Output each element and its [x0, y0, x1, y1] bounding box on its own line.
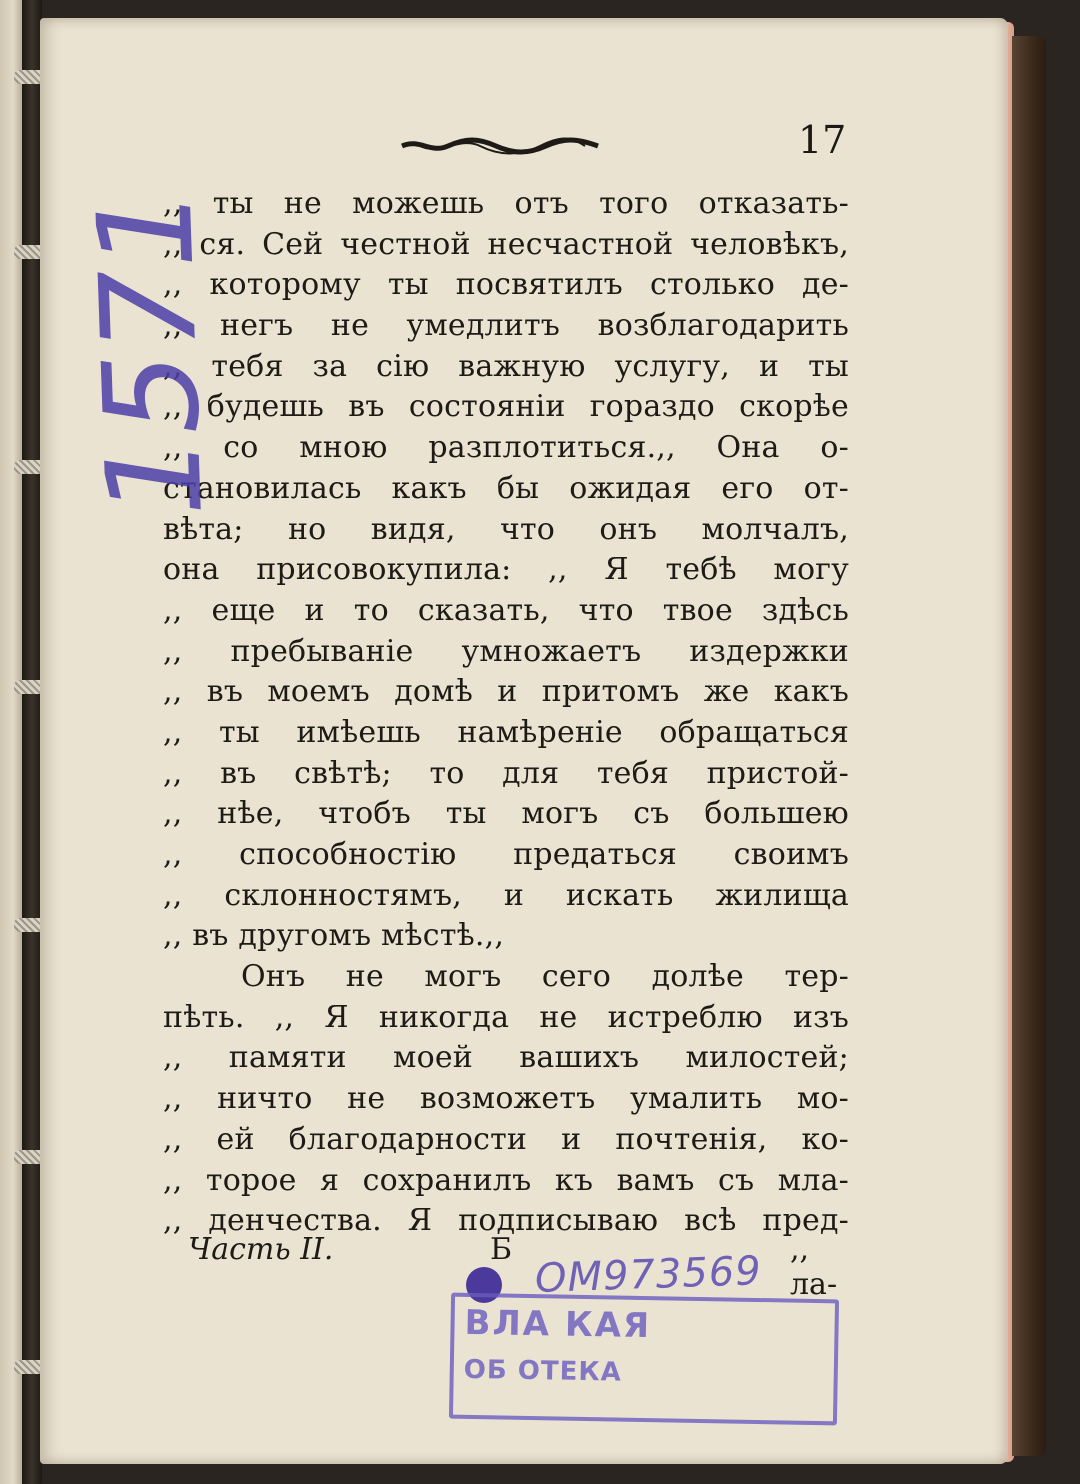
page-number: 17 [798, 118, 847, 162]
text-line: ,, которому ты посвятилъ столько де- [163, 267, 849, 303]
text-line: пѣть. ,, Я никогда не истреблю изъ [163, 999, 849, 1035]
text-line: ,, въ свѣтѣ; то для тебя пристой- [163, 755, 849, 791]
text-line: Онъ не могъ сего долѣе тер- [241, 959, 849, 995]
binding-gutter [22, 0, 42, 1484]
text-line: ,, еще и то сказать, что твое здѣсь [163, 592, 849, 628]
text-line: ,, памяти моей вашихъ милостей; [163, 1040, 849, 1076]
stamp-text-line: ВЛА КАЯ [464, 1302, 652, 1347]
stamp-text-line: ОБ ОТЕКА [463, 1354, 622, 1388]
signature-letter: Б [490, 1232, 513, 1267]
text-line: ,, пребываніе умножаетъ издержки [163, 633, 849, 669]
text-line: становилась какъ бы ожидая его от- [163, 470, 849, 506]
text-line: ,, склонностямъ, и искать жилища [163, 877, 849, 913]
previous-page-edge [0, 0, 22, 1484]
text-line: вѣта; но видя, что онъ молчалъ, [163, 511, 849, 547]
text-line: ,, ей благодарности и почтенія, ко- [163, 1121, 849, 1157]
page-text [163, 184, 849, 1242]
text-line: ,, въ моемъ домѣ и притомъ же какъ [163, 674, 849, 710]
text-line: ,, способностію предаться своимъ [163, 837, 849, 872]
header-ornament [400, 132, 600, 160]
text-line: ,, ты имѣешь намѣреніе обращаться [163, 714, 849, 750]
handwritten-inventory-number: ОМ973569 [534, 1248, 763, 1302]
text-line: ,, денчества. Я подписываю всѣ пред- [163, 1203, 849, 1239]
text-line: ,, торое я сохранилъ къ вамъ съ мла- [163, 1162, 849, 1198]
text-line: ,, нѣе, чтобъ ты могъ съ большею [163, 796, 849, 832]
text-line: ,, со мною разплотиться.,, Она о- [163, 430, 849, 466]
text-line: ,, тебя за сію важную услугу, и ты [163, 348, 849, 384]
text-line: ,, негъ не умедлитъ возблагодарить [163, 308, 849, 344]
text-line: ,, ся. Сей честной несчастной человѣкъ, [163, 226, 849, 262]
library-stamp [449, 1293, 839, 1426]
volume-signature: Часть II. [188, 1232, 334, 1267]
catchword: ,, ла- [790, 1232, 838, 1302]
text-line: ,, ничто не возможетъ умалить мо- [163, 1081, 849, 1117]
text-line: ,, будешь въ состояніи гораздо скорѣе [163, 389, 849, 425]
text-line: ,, въ другомъ мѣстѣ.,, [163, 918, 505, 954]
text-line: она присовокупила: ,, Я тебѣ могу [163, 552, 849, 588]
text-line: ,, ты не можешь отъ того отказать- [163, 186, 849, 221]
book-cover-edge [1012, 36, 1046, 1456]
handwritten-marginal-number: 1571 [68, 184, 232, 520]
